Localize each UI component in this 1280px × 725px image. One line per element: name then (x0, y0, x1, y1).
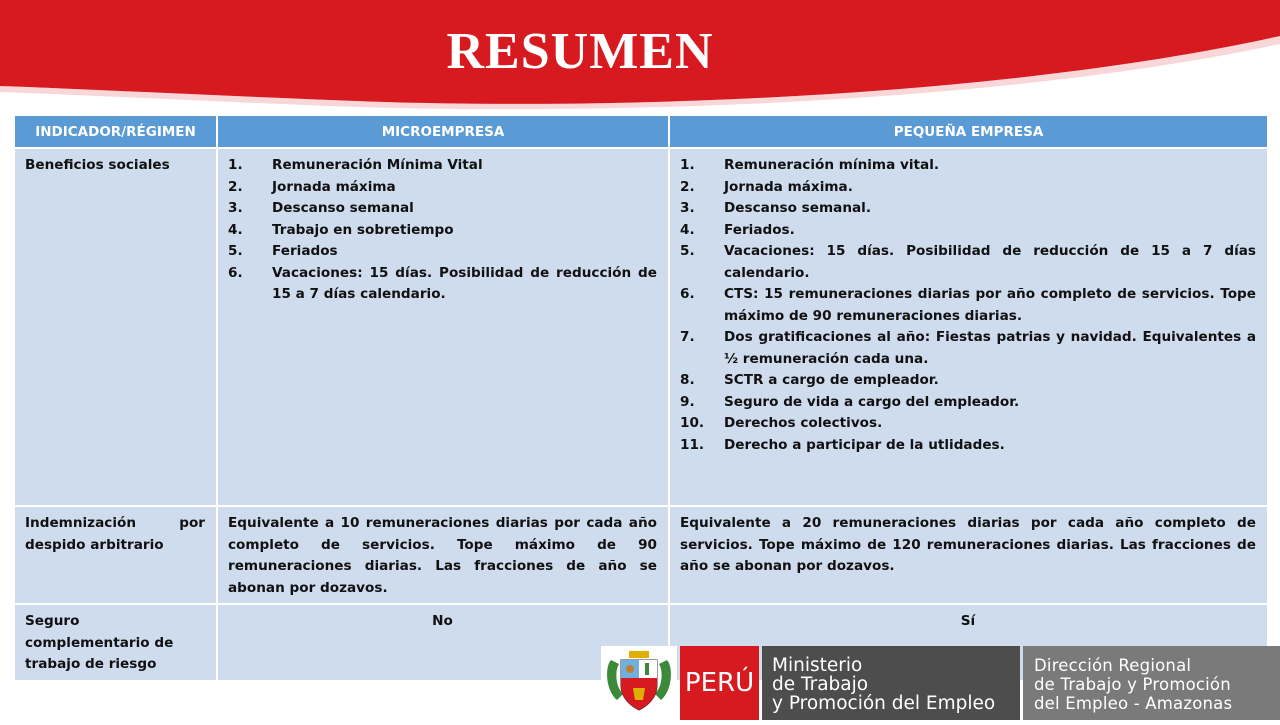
list-item (680, 155, 1256, 177)
list-item-number: 8. (680, 372, 695, 388)
list-item-text: Derecho a participar de la utlidades. (724, 436, 1005, 453)
header-indicador: INDICADOR/RÉGIMEN (14, 115, 217, 148)
list-item-text: Trabajo en sobretiempo (272, 221, 454, 238)
micro-benefits-list (228, 155, 657, 306)
list-item-number: 3. (228, 200, 243, 216)
list-item-number: 3. (680, 200, 695, 216)
list-item-number: 7. (680, 329, 695, 345)
page-title: RESUMEN (446, 23, 714, 80)
pequena-seguro-cell: Sí (669, 604, 1268, 681)
header-pequena-empresa: PEQUEÑA EMPRESA (669, 115, 1268, 148)
list-item (680, 198, 1256, 220)
list-item-text: Remuneración Mínima Vital (272, 157, 483, 173)
list-item-text: Jornada máxima. (724, 178, 853, 195)
row-label: Beneficios sociales (14, 148, 217, 506)
list-item (228, 263, 657, 306)
list-item (228, 177, 657, 199)
list-item-number: 5. (228, 243, 243, 259)
pequena-indemnizacion-cell: Equivalente a 20 remuneraciones diarias por cada año completo de servicios. Tope máximo de 120 remuneraciones diarias. Las fracciones de año se abonan por dozavos. (669, 506, 1268, 604)
list-item-number: 4. (680, 221, 695, 238)
list-item (228, 241, 657, 263)
list-item-text: Vacaciones: 15 días. Posibilidad de reducción de 15 a 7 días calendario. (724, 243, 1256, 281)
list-item-number: 1. (228, 157, 243, 173)
list-item-text: Jornada máxima (272, 178, 396, 195)
list-item-text: Feriados. (724, 221, 795, 238)
ministerio-logo-text: Ministerio de Trabajo y Promoción del Empleo (762, 646, 1020, 720)
list-item-text: Descanso semanal. (724, 200, 871, 216)
list-item-text: Feriados (272, 243, 338, 259)
list-item-number: 6. (680, 286, 695, 302)
list-item (680, 177, 1256, 199)
list-item-text: Descanso semanal (272, 200, 414, 216)
list-item-number: 2. (680, 178, 695, 195)
list-item-number: 5. (680, 243, 695, 259)
list-item (228, 155, 657, 177)
list-item (680, 435, 1256, 457)
header-microempresa: MICROEMPRESA (217, 115, 669, 148)
row-label: Seguro complementario de trabajo de riesgo (14, 604, 217, 681)
ministry-logo-bar (601, 646, 1280, 720)
direccion-regional-logo-text: Dirección Regional de Trabajo y Promoción del Empleo - Amazonas (1023, 646, 1280, 720)
list-item (680, 241, 1256, 284)
list-item-number: 2. (228, 178, 243, 195)
list-item (680, 327, 1256, 370)
table-header-row (14, 115, 1268, 148)
list-item (680, 392, 1256, 414)
list-item-number: 6. (228, 264, 243, 281)
list-item-number: 10. (680, 415, 705, 431)
list-item-text: Derechos colectivos. (724, 415, 883, 431)
list-item-text: Remuneración mínima vital. (724, 157, 940, 173)
list-item (680, 413, 1256, 435)
list-item (680, 284, 1256, 327)
pequena-benefits-cell (669, 148, 1268, 506)
list-item-number: 1. (680, 157, 695, 173)
list-item (680, 220, 1256, 242)
summary-table (13, 114, 1269, 682)
list-item (680, 370, 1256, 392)
peru-logo: PERÚ (680, 646, 759, 720)
row-label: Indemnización por despido arbitrario (14, 506, 217, 604)
list-item-text: SCTR a cargo de empleador. (724, 372, 939, 388)
micro-benefits-cell (217, 148, 669, 506)
micro-indemnizacion-cell: Equivalente a 10 remuneraciones diarias por cada año completo de servicios. Tope máximo de 90 remuneraciones diarias. Las fracciones de año se abonan por dozavos. (217, 506, 669, 604)
list-item (228, 198, 657, 220)
list-item (228, 220, 657, 242)
coat-of-arms-icon (601, 646, 677, 720)
list-item-text: CTS: 15 remuneraciones diarias por año completo de servicios. Tope máximo de 90 remuneraciones diarias. (724, 286, 1256, 324)
table-row (14, 148, 1268, 506)
list-item-text: Seguro de vida a cargo del empleador. (724, 393, 1020, 410)
pequena-benefits-list (680, 155, 1256, 456)
micro-seguro-cell: No (217, 604, 669, 681)
table-row (14, 506, 1268, 604)
list-item-number: 11. (680, 436, 705, 453)
list-item-text: Vacaciones: 15 días. Posibilidad de reducción de 15 a 7 días calendario. (272, 264, 657, 302)
list-item-number: 4. (228, 221, 243, 238)
list-item-number: 9. (680, 393, 695, 410)
list-item-text: Dos gratificaciones al año: Fiestas patrias y navidad. Equivalentes a ½ remuneración cada una. (724, 329, 1256, 367)
